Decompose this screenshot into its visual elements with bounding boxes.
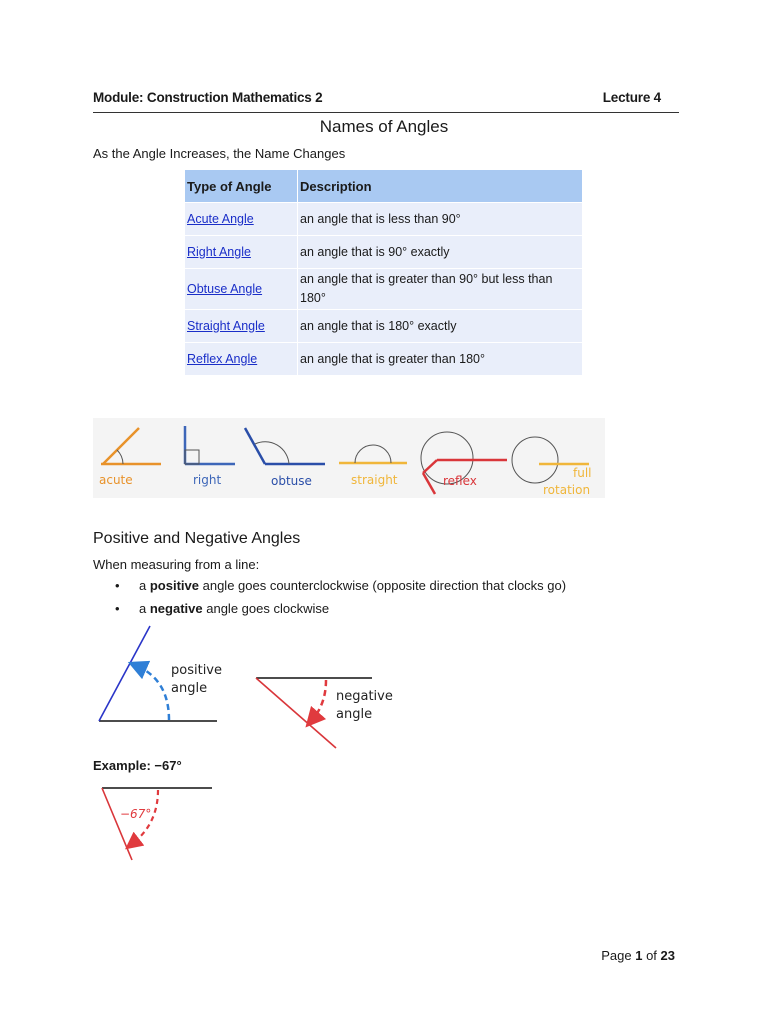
positive-angle-diagram	[93, 620, 223, 728]
cell-description: an angle that is less than 90°	[298, 203, 582, 235]
cell-description: an angle that is 90° exactly	[298, 236, 582, 268]
positive-label: positive	[171, 663, 222, 678]
acute-label: acute	[99, 473, 133, 487]
straight-angle-link[interactable]: Straight Angle	[187, 318, 265, 333]
page-total: 23	[660, 948, 675, 963]
page-header	[93, 90, 679, 113]
obtuse-label: obtuse	[271, 474, 312, 488]
cell-type	[185, 236, 297, 268]
right-label: right	[193, 473, 222, 487]
table-row	[185, 236, 582, 268]
bullet-text: angle goes clockwise	[206, 601, 330, 616]
bullet-keyword: positive	[149, 578, 199, 593]
acute-angle-figure	[99, 428, 161, 487]
full-label: full	[573, 466, 592, 480]
page-word: Page	[601, 948, 632, 963]
full-rotation-figure	[512, 437, 592, 497]
cell-type	[185, 310, 297, 342]
positive-angle-word: angle	[171, 681, 208, 696]
section-heading: Positive and Negative Angles	[93, 530, 301, 547]
acute-angle-link[interactable]: Acute Angle	[187, 211, 254, 226]
example-angle-diagram	[96, 780, 216, 864]
angle-types-table	[184, 169, 583, 376]
table-row	[185, 203, 582, 235]
module-title: Module: Construction Mathematics 2	[93, 90, 323, 105]
negative-angle-word: angle	[336, 707, 373, 722]
negative-label: negative	[336, 689, 393, 704]
page-number: 1	[635, 948, 643, 963]
reflex-label: reflex	[443, 474, 477, 488]
obtuse-angle-link[interactable]: Obtuse Angle	[187, 281, 263, 296]
bullet-keyword: negative	[149, 601, 203, 616]
list-item	[93, 578, 566, 601]
bullet-prefix: a	[139, 601, 147, 616]
table-row	[185, 343, 582, 375]
cell-type	[185, 343, 297, 375]
example-label: Example: −67°	[93, 758, 182, 773]
reflex-angle-link[interactable]: Reflex Angle	[187, 351, 258, 366]
cell-type	[185, 269, 297, 309]
header-description: Description	[298, 170, 582, 202]
straight-angle-figure	[339, 445, 407, 487]
bullet-list	[93, 578, 566, 624]
of-word: of	[646, 948, 657, 963]
table-header-row	[185, 170, 582, 202]
bullet-text: angle goes counterclockwise (opposite direction that clocks go)	[202, 578, 567, 593]
obtuse-angle-figure	[245, 428, 325, 488]
page-title: Names of Angles	[319, 117, 449, 136]
cell-description: an angle that is greater than 180°	[298, 343, 582, 375]
right-angle-link[interactable]: Right Angle	[187, 244, 251, 259]
bullet-prefix: a	[139, 578, 147, 593]
header-type: Type of Angle	[185, 170, 297, 202]
cell-type	[185, 203, 297, 235]
reflex-angle-figure	[421, 432, 507, 494]
cell-description: an angle that is greater than 90° but less than 180°	[298, 269, 582, 309]
right-angle-figure	[185, 426, 235, 487]
intro-text: As the Angle Increases, the Name Changes	[93, 146, 346, 161]
lecture-number: Lecture 4	[602, 90, 661, 105]
cell-description: an angle that is 180° exactly	[298, 310, 582, 342]
page-footer	[601, 948, 675, 963]
angle-types-illustration	[93, 418, 605, 498]
table-row	[185, 310, 582, 342]
straight-label: straight	[351, 473, 398, 487]
negative-angle-diagram	[250, 668, 400, 752]
measuring-text: When measuring from a line:	[93, 557, 260, 572]
table-row	[185, 269, 582, 309]
rotation-label: rotation	[543, 483, 591, 497]
example-angle-label: −67°	[120, 807, 152, 821]
